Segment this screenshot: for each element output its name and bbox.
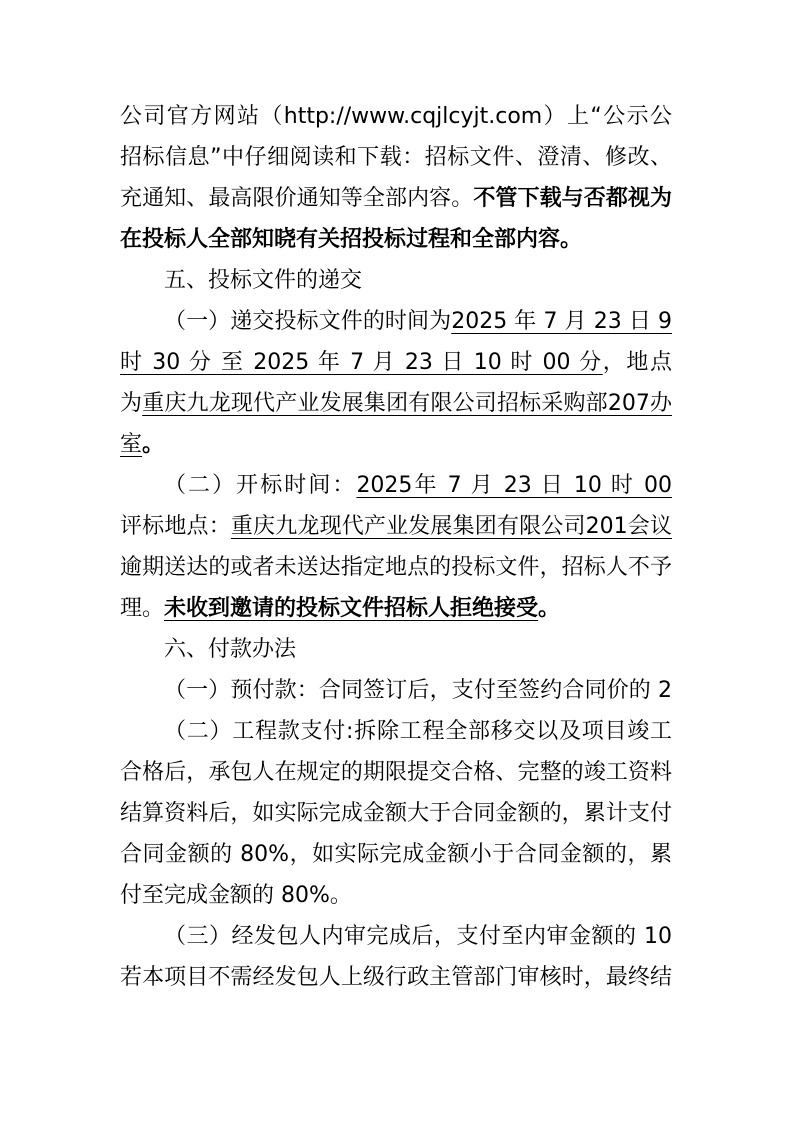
text-segment: 公司官方网站（http://www.cqjlcyjt.com）上“公示公 bbox=[120, 104, 672, 129]
underlined-text: 重庆九龙现代产业发展集团有限公司招标采购部207办 bbox=[142, 391, 672, 416]
text-line bbox=[120, 506, 672, 547]
section-heading bbox=[120, 629, 672, 670]
bold-underlined-text: 未收到邀请的投标文件招标人拒绝接受 bbox=[164, 596, 539, 621]
text-line bbox=[120, 178, 672, 219]
text-segment: （二）开标时间： bbox=[164, 473, 357, 498]
underlined-text: 重庆九龙现代产业发展集团有限公司201会议 bbox=[230, 514, 672, 539]
text-segment: 为 bbox=[120, 391, 143, 416]
text-segment: 理。 bbox=[120, 596, 165, 621]
text-line bbox=[120, 96, 672, 137]
underlined-text: 时 30 分 至 2025 年 7 月 23 日 10 时 00 分 bbox=[120, 350, 603, 375]
text-segment: （一）递交投标文件的时间为 bbox=[164, 309, 452, 334]
underlined-text: 室 bbox=[120, 432, 143, 457]
text-segment: 招标信息”中仔细阅读和下载：招标文件、澄清、修改、 bbox=[120, 145, 672, 170]
bold-text: 。 bbox=[142, 432, 165, 457]
text-line bbox=[120, 875, 672, 916]
text-segment: 评标地点： bbox=[120, 514, 231, 539]
section-heading bbox=[120, 260, 672, 301]
text-line bbox=[120, 342, 672, 383]
text-line bbox=[120, 547, 672, 588]
text-line bbox=[120, 383, 672, 424]
text-line bbox=[120, 588, 672, 629]
underlined-text: 2025 年 7 月 23 日 9 bbox=[451, 309, 672, 334]
text-segment: 付至完成金额的 80%。 bbox=[120, 883, 352, 908]
text-line bbox=[120, 752, 672, 793]
text-line bbox=[120, 711, 672, 752]
text-line bbox=[120, 137, 672, 178]
text-segment: （一）预付款：合同签订后，支付至签约合同价的 2 bbox=[164, 678, 672, 703]
text-line bbox=[120, 424, 672, 465]
underlined-text: 2025年 7 月 23 日 10 时 00 bbox=[356, 473, 672, 498]
document-body bbox=[120, 96, 672, 998]
text-line bbox=[120, 219, 672, 260]
text-segment: （三）经发包人内审完成后，支付至内审金额的 10 bbox=[164, 924, 672, 949]
text-segment: 逾期送达的或者未送达指定地点的投标文件，招标人不予 bbox=[120, 555, 672, 580]
bold-text: 不管下载与否都视为 bbox=[473, 186, 672, 211]
text-segment: （二）工程款支付:拆除工程全部移交以及项目竣工 bbox=[164, 719, 672, 744]
text-line bbox=[120, 301, 672, 342]
text-segment: 结算资料后，如实际完成金额大于合同金额的，累计支付 bbox=[120, 801, 672, 826]
text-segment: 合同金额的 80%，如实际完成金额小于合同金额的，累 bbox=[120, 842, 672, 867]
text-line bbox=[120, 670, 672, 711]
bold-text: 。 bbox=[538, 596, 561, 621]
text-segment: 若本项目不需经发包人上级行政主管部门审核时，最终结 bbox=[120, 965, 672, 990]
text-segment: 合格后，承包人在规定的期限提交合格、完整的竣工资料 bbox=[120, 760, 672, 785]
text-segment: 充通知、最高限价通知等全部内容。 bbox=[120, 186, 474, 211]
text-segment: ，地点 bbox=[602, 350, 672, 375]
text-line bbox=[120, 957, 672, 998]
bold-text: 在投标人全部知晓有关招投标过程和全部内容。 bbox=[120, 227, 583, 252]
text-line bbox=[120, 916, 672, 957]
section-heading-text: 六、付款办法 bbox=[164, 637, 297, 662]
text-line bbox=[120, 793, 672, 834]
section-heading-text: 五、投标文件的递交 bbox=[164, 268, 363, 293]
text-line bbox=[120, 465, 672, 506]
text-line bbox=[120, 834, 672, 875]
